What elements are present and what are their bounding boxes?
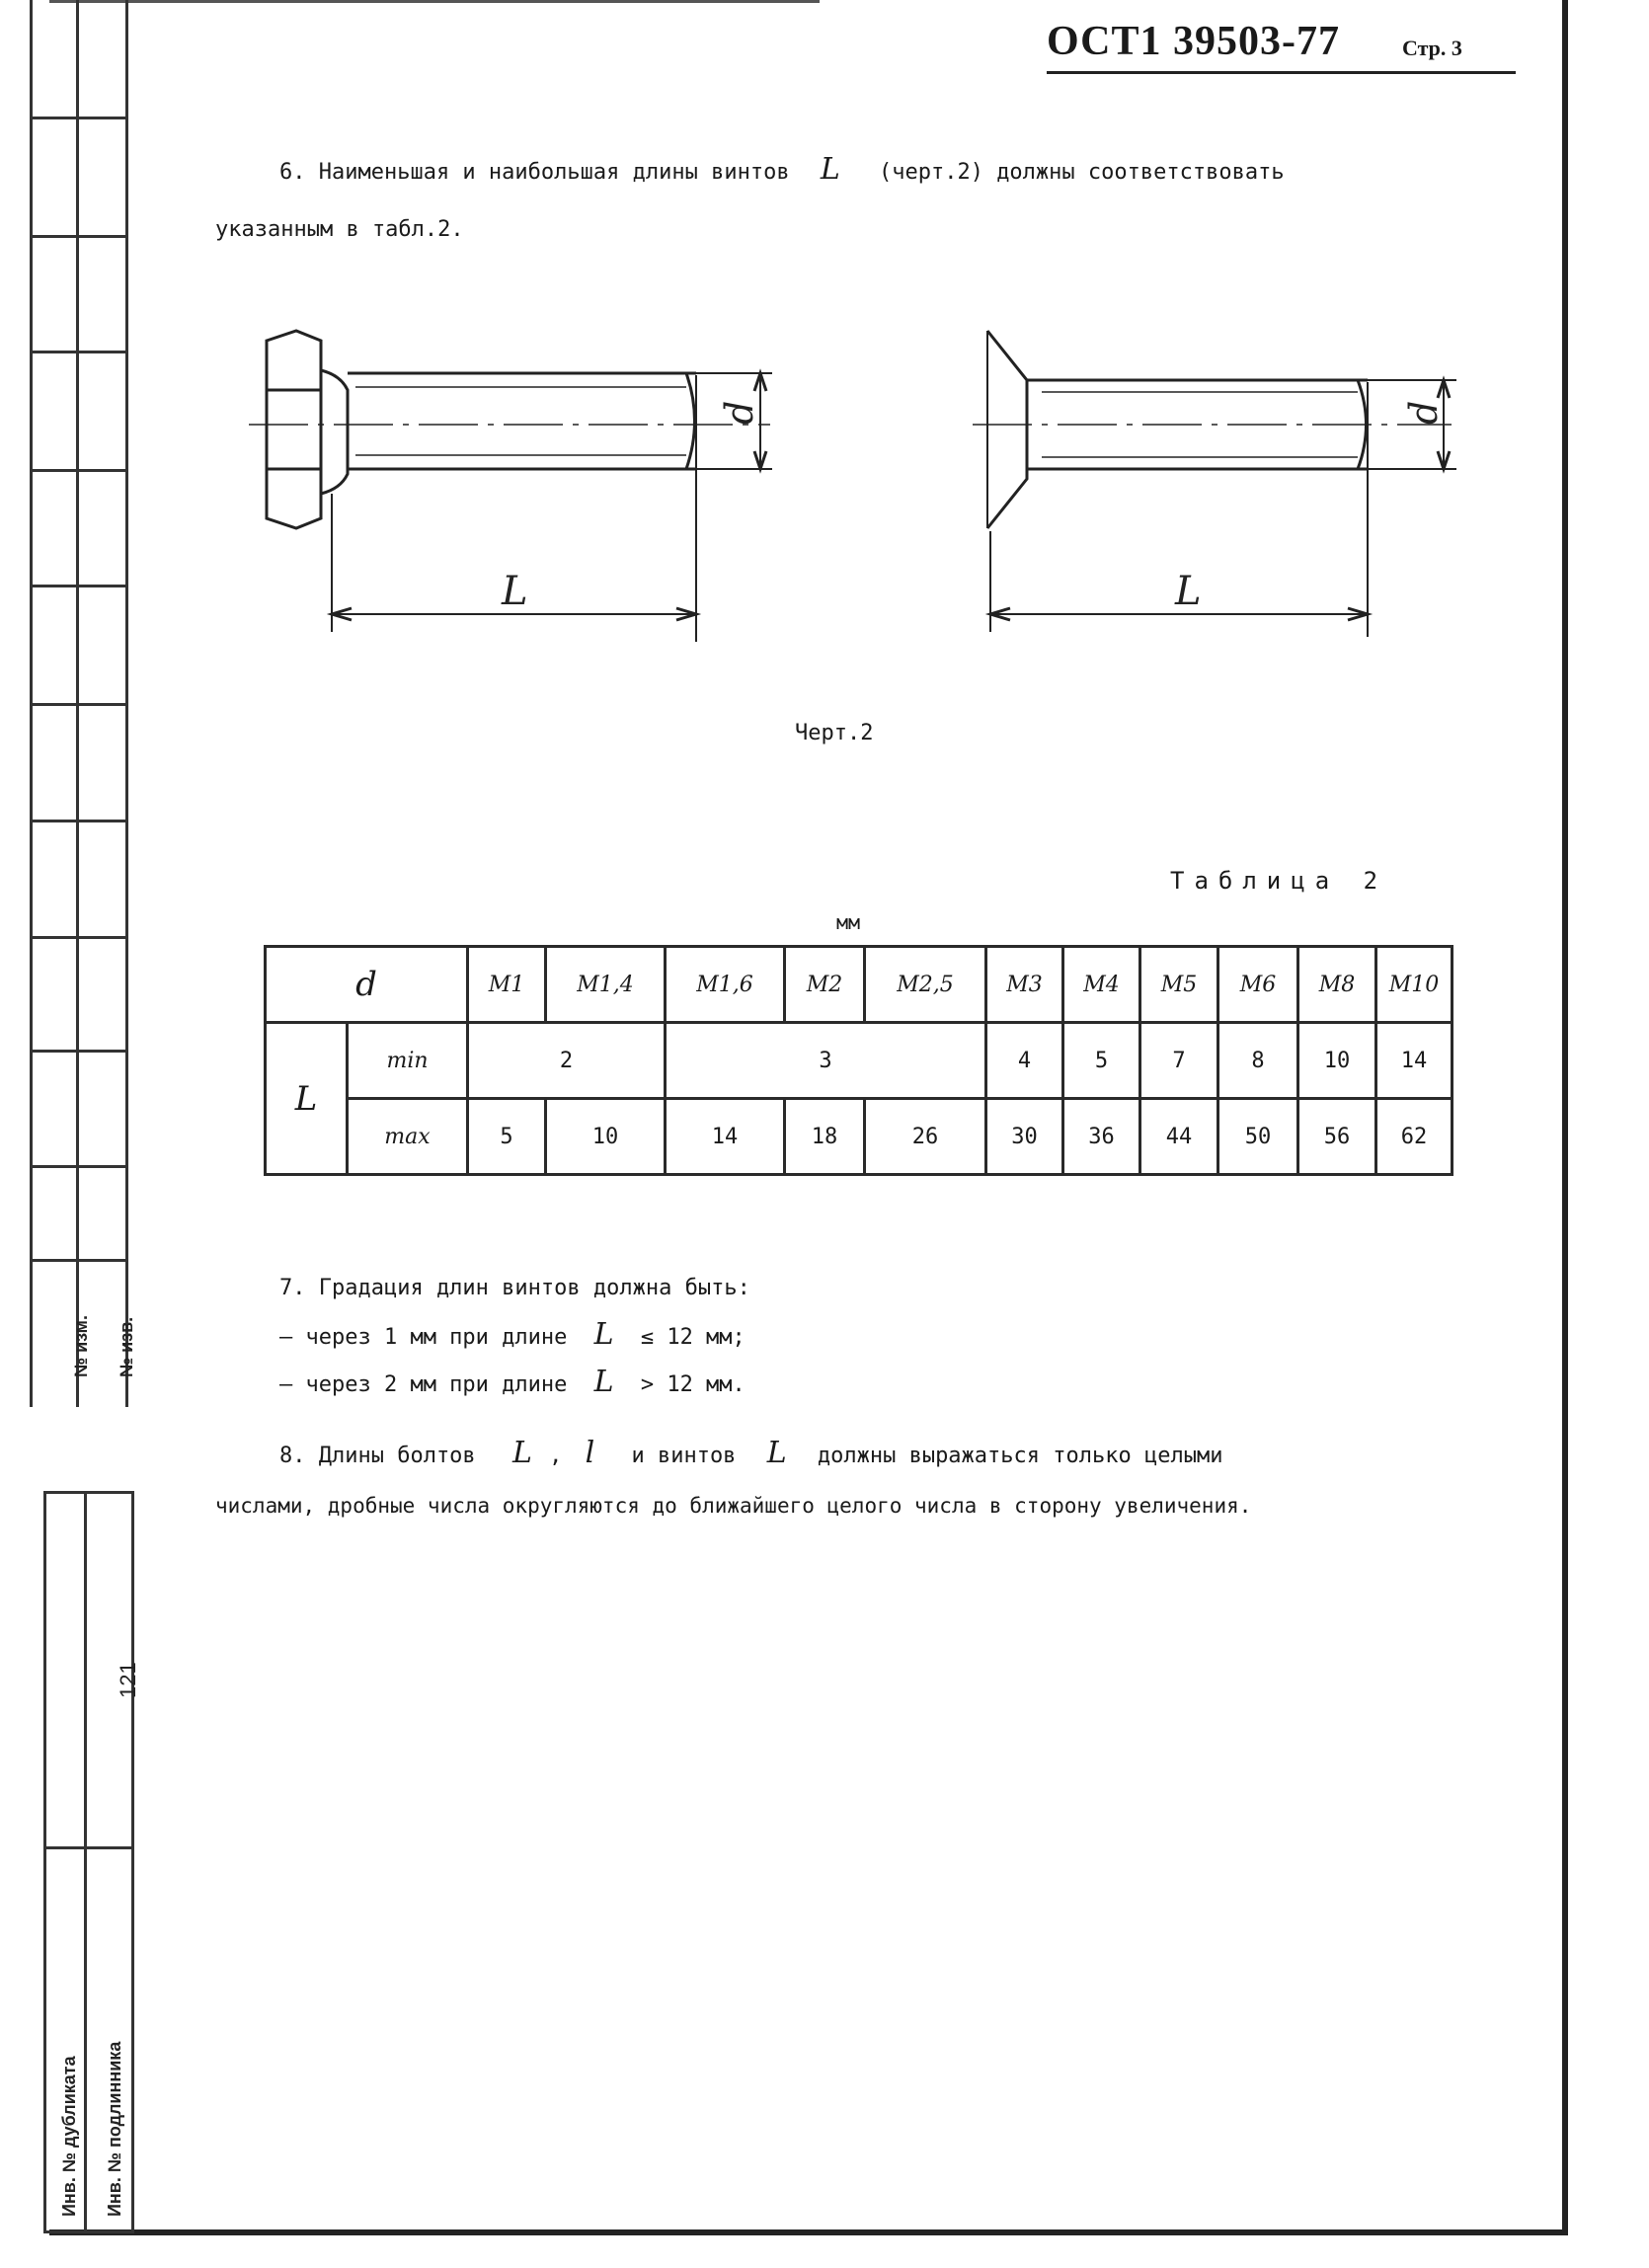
- page-number: Стр. 3: [1402, 36, 1462, 60]
- section-7-line-3-text-a: – через 2 мм при длине: [279, 1372, 568, 1397]
- size-cell: M2: [785, 947, 865, 1023]
- table-title: Таблица 2: [1170, 867, 1388, 895]
- max-value: 62: [1376, 1099, 1453, 1175]
- section-8-symbol-3: L: [766, 1436, 787, 1470]
- size-cell: M4: [1063, 947, 1140, 1023]
- bolt-tip: [686, 373, 695, 469]
- section-7-line-3-symbol: L: [593, 1365, 614, 1399]
- max-value: 36: [1063, 1099, 1140, 1175]
- table-unit: мм: [836, 910, 861, 934]
- screw-length-label: L: [1175, 569, 1202, 614]
- section-8-text-c: должны выражаться только целыми: [817, 1444, 1223, 1468]
- size-cell: M1,6: [666, 947, 785, 1023]
- max-value: 30: [986, 1099, 1063, 1175]
- margin-label-change-no: № изм.: [71, 1315, 91, 1377]
- section-8-line-2: числами, дробные числа округляются до ближайшего целого числа в сторону увеличения.: [215, 1494, 1252, 1518]
- size-cell: M6: [1218, 947, 1298, 1023]
- max-value: 14: [666, 1099, 785, 1175]
- min-value: 7: [1140, 1023, 1218, 1099]
- margin-label-duplicate-inv: Инв. № дубликата: [59, 2056, 79, 2217]
- section-7-line-1: 7. Градация длин винтов должна быть:: [279, 1276, 750, 1300]
- section-8-comma: ,: [549, 1444, 563, 1468]
- min-value: 4: [986, 1023, 1063, 1099]
- min-value: 14: [1376, 1023, 1453, 1099]
- size-cell: M3: [986, 947, 1063, 1023]
- bolt-length-label: L: [502, 569, 528, 614]
- section-8-symbol-2: l: [585, 1436, 595, 1470]
- margin-label-original-inv: Инв. № подлинника: [105, 2041, 124, 2217]
- row-group-l-label: L: [266, 1023, 348, 1175]
- section-7-line-2-text-a: – через 1 мм при длине: [279, 1325, 568, 1350]
- min-value: 8: [1218, 1023, 1298, 1099]
- section-7-line-2: [279, 1317, 746, 1353]
- bolt-diameter-label: d: [718, 400, 761, 425]
- size-cell: M5: [1140, 947, 1218, 1023]
- section-8-text-b: и винтов: [631, 1444, 737, 1468]
- section-8-symbol-1: L: [511, 1436, 532, 1470]
- margin-label-notice-no: № изв.: [117, 1316, 136, 1377]
- section-6-symbol: L: [820, 152, 840, 187]
- size-cell: M1,4: [546, 947, 666, 1023]
- section-7-line-2-text-b: ≤ 12 мм;: [640, 1325, 746, 1350]
- section-6-line-2: указанным в табл.2.: [215, 217, 464, 242]
- min-value: 2: [468, 1023, 666, 1099]
- max-value: 5: [468, 1099, 546, 1175]
- hex-head-outline: [267, 331, 321, 528]
- size-cell: M8: [1298, 947, 1376, 1023]
- header-d-label: d: [266, 947, 468, 1023]
- max-value: 44: [1140, 1099, 1218, 1175]
- drawing-caption: Черт.2: [795, 721, 874, 745]
- max-value: 56: [1298, 1099, 1376, 1175]
- table-header-row: [266, 947, 1453, 1023]
- min-value: 10: [1298, 1023, 1376, 1099]
- inventory-number: 121: [116, 1662, 140, 1698]
- max-value: 10: [546, 1099, 666, 1175]
- min-value: 5: [1063, 1023, 1140, 1099]
- section-8-line-1: [279, 1436, 1223, 1471]
- document-code: ОСТ1 39503-77: [1047, 19, 1341, 64]
- hex-head-collar: [321, 370, 348, 494]
- max-value: 18: [785, 1099, 865, 1175]
- section-8-text-a: 8. Длины болтов: [279, 1444, 476, 1468]
- size-cell: M2,5: [865, 947, 986, 1023]
- min-label: min: [348, 1023, 468, 1099]
- table-min-row: [266, 1023, 1453, 1099]
- min-value: 3: [666, 1023, 986, 1099]
- size-cell: M10: [1376, 947, 1453, 1023]
- max-label: max: [348, 1099, 468, 1175]
- length-table: [264, 945, 1453, 1176]
- section-6-text-a: 6. Наименьшая и наибольшая длины винтов: [279, 160, 790, 185]
- section-7-line-3: [279, 1365, 746, 1400]
- screw-diameter-label: d: [1402, 400, 1446, 425]
- table-max-row: [266, 1099, 1453, 1175]
- max-value: 26: [865, 1099, 986, 1175]
- section-7-line-2-symbol: L: [593, 1317, 614, 1352]
- size-cell: M1: [468, 947, 546, 1023]
- countersunk-head-outline: [987, 331, 1027, 528]
- max-value: 50: [1218, 1099, 1298, 1175]
- section-6-text-b: (черт.2) должны соответствовать: [878, 160, 1285, 185]
- section-7-line-3-text-b: > 12 мм.: [640, 1372, 746, 1397]
